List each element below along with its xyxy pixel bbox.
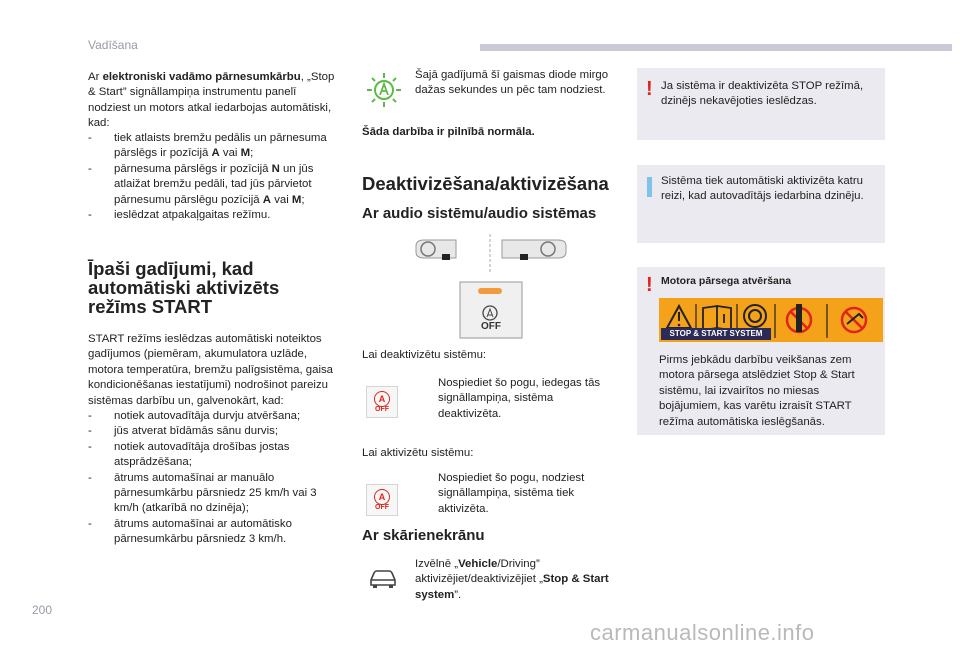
list-item: - pārnesuma pārslēgs ir pozīcijā N un jūs atlaižat bremžu pedāli, tad jūs pārvietot pārnesumu pārslēgu pozīcijā A vai M;: [88, 162, 344, 208]
info-text: Sistēma tiek automātiski aktivizēta katru reizi, kad autovadītājs iedarbina dzinēju.: [661, 175, 864, 203]
bonnet-warning-title: Motora pārsega atvēršana: [661, 275, 792, 287]
blink-text: Šajā gadījumā šī gaismas diode mirgo dažas sekundes un pēc tam nodziest.: [415, 69, 609, 97]
bonnet-warning-label: [659, 298, 883, 342]
list-item: - jūs atverat bīdāmās sānu durvis;: [88, 424, 344, 439]
activate-step: Nospiediet šo pogu, nodziest signāllampiņa, sistēma tiek aktivizēta.: [438, 472, 585, 515]
touchscreen-instructions: Izvēlnē „Vehicle/Driving” aktivizējiet/deaktivizējiet „Stop & Start system”.: [415, 558, 609, 601]
vehicle-menu-icon: [368, 567, 398, 589]
stop-start-label: STOP & START SYSTEM: [661, 328, 771, 340]
audio-system-subheading: Ar audio sistēmu/audio sistēmas: [362, 205, 597, 222]
bonnet-warning-text: Pirms jebkādu darbību veikšanas zem motora pārsega atslēdziet Stop & Start sistēmu, lai izvairītos no miesas bojājumiem, kas varētu izraisīt START režīma automātiska ieslēgšanās.: [659, 354, 855, 428]
normal-operation-note: Šāda darbība ir pilnībā normāla.: [362, 126, 535, 138]
auto-start-conditions-list: [88, 409, 344, 548]
off-label: OFF: [375, 504, 389, 511]
eco-a-indicator-icon: [366, 72, 402, 108]
warning-box: [637, 68, 885, 140]
watermark: carmanualsonline.info: [590, 620, 815, 645]
eco-a-icon: A: [374, 489, 390, 505]
activate-intro: Lai aktivizētu sistēmu:: [362, 447, 474, 459]
warning-icon: !: [646, 78, 653, 100]
list-item: - ieslēdzat atpakaļgaitas režīmu.: [88, 208, 344, 223]
intro-paragraph: Ar elektroniski vadāmo pārnesumkārbu, „Stop & Start” signāllampiņa instrumentu panelī nodziest un motors atkal iedarbojas automātiski, kad:: [88, 71, 335, 130]
warning-icon: !: [646, 274, 653, 296]
restart-conditions-list: [88, 131, 344, 223]
info-icon: [647, 177, 652, 197]
info-box: [637, 165, 885, 243]
eco-a-icon: A: [374, 391, 390, 407]
deactivation-heading: Deaktivizēšana/aktivizēšana: [362, 173, 609, 194]
bonnet-warning-box: [637, 267, 885, 435]
page-number: 200: [32, 603, 53, 617]
stop-start-on-button[interactable]: [366, 484, 398, 516]
deactivate-intro: Lai deaktivizētu sistēmu:: [362, 349, 487, 361]
stop-start-off-button[interactable]: [366, 386, 398, 418]
special-cases-heading: Īpaši gadījumi, kad automātiski aktivizēts režīms START: [88, 258, 280, 317]
list-item: - notiek autovadītāja drošības jostas atsprādzēšana;: [88, 440, 344, 471]
touchscreen-subheading: Ar skārienekrānu: [362, 527, 485, 544]
warning-text: Ja sistēma ir deaktivizēta STOP režīmā, dzinējs nekavējoties ieslēdzas.: [661, 80, 864, 108]
list-item: - ātrums automašīnai ar automātisko pārnesumkārbu pārsniedz 3 km/h.: [88, 517, 344, 548]
list-item: - ātrums automašīnai ar manuālo pārnesumkārbu pārsniedz 25 km/h vai 3 km/h (atkarībā no dzinēja);: [88, 471, 344, 517]
list-item: - notiek autovadītāja durvju atvēršana;: [88, 409, 344, 424]
off-label: OFF: [375, 406, 389, 413]
header-bar: [480, 44, 952, 51]
section-label: Vadīšana: [88, 38, 138, 52]
dashboard-off-label: OFF: [481, 321, 501, 332]
start-mode-paragraph: START režīms ieslēdzas automātiski noteiktos gadījumos (piemēram, akumulatora uzlāde, motora temperatūra, bremžu palīgsistēma, gaisa kondicionēšanas iestatījumi) nodrošinot pareizu sistēmas darbību un, galvenokārt, kad:: [88, 333, 334, 407]
deactivate-step: Nospiediet šo pogu, iedegas tās signāllampiņa, sistēma deaktivizēta.: [438, 377, 601, 420]
list-item: - tiek atlaists bremžu pedālis un pārnesuma pārslēgs ir pozīcijā A vai M;: [88, 131, 344, 162]
